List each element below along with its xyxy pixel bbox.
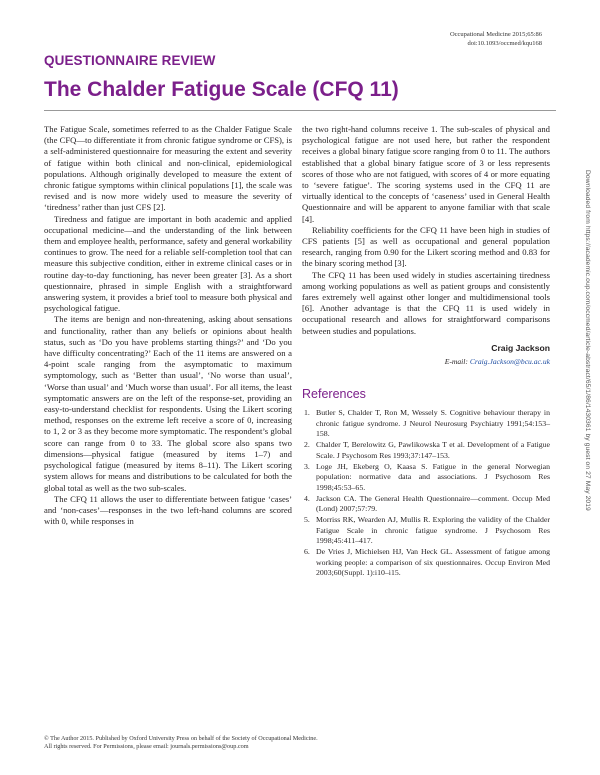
author-email-line [302,356,550,367]
reference-text: Chalder T, Berelowitz G, Pawlikowska T et al. Development of a Fatigue Scale. J Psychosom Res 1993;37:147–153. [316,440,550,460]
author-email-link[interactable]: Craig.Jackson@bcu.ac.uk [469,357,550,367]
reference-number: 3. [304,461,310,471]
title-divider [44,110,556,111]
article-title: The Chalder Fatigue Scale (CFQ 11) [44,78,399,101]
paragraph: Tiredness and fatigue are important in both academic and applied occupational medicine—and the understanding of the link between them and employee health, performance, safety and general workability continues to grow. The need for a reliable self-completion tool that can measure this subjective condition, either in extreme clinical cases or in routine day-to-day functioning, has never been greater [3]. As a short questionnaire, phrased in simple English with a straightforward answering system, it provides a brief tool to measure both physical and psychological fatigue. [44,213,292,314]
reference-list [302,408,550,578]
right-column [302,124,550,579]
journal-header [450,31,542,48]
reference-item [302,494,550,515]
journal-citation: Occupational Medicine 2015;65:86 [449,31,542,38]
reference-number: 5. [304,515,310,525]
email-label: E-mail: [444,357,468,367]
download-watermark: Downloaded from https://academic.oup.com/occmed/article-abstract/65/1/86/1430361 by guest on 27 May 2019 [584,170,591,511]
paragraph: The CFQ 11 has been used widely in studies ascertaining tiredness among working populations as well as patient groups and consistently fares extremely well against other longer and multidimensional tools [6]. Another advantage is that the CFQ 11 is used widely in occupational research and allows for straightforward comparisons between studies and populations. [302,269,550,336]
reference-text: Jackson CA. The General Health Questionnaire—comment. Occup Med (Lond) 2007;57:79. [316,493,550,514]
reference-text: Morriss RK, Wearden AJ, Mullis R. Exploring the validity of the Chalder Fatigue Scale in chronic fatigue syndrome. J Psychosom Res 1998;45:411–417. [316,515,550,546]
references-heading: References [302,387,366,402]
paragraph: The CFQ 11 allows the user to differentiate between fatigue ‘cases’ and ‘non-cases’—responses in the two left-hand columns are scored with 0, while responses in [44,493,292,527]
reference-item [302,462,550,493]
author-name: Craig Jackson [491,342,550,353]
section-label: QUESTIONNAIRE REVIEW [44,53,216,68]
paragraph: the two right-hand columns receive 1. The sub-scales of physical and psychological fatigue are not used here, but rather the respondent receives a global binary fatigue score ranging from 0 to 11. The authors established that a global binary fatigue score of 3 or less represents scores of those who are not fatigued, with scores of 4 or more equating to ‘severe fatigue’. The scoring systems used in the CFQ 11 are virtually identical to the concepts of ‘caseness’ used in General Health Questionnaire and will be apparent to anyone familiar with that scale [4]. [302,124,550,224]
reference-text: Loge JH, Ekeberg O, Kaasa S. Fatigue in the general Norwegian population: normative data and associations. J Psychosom Res 1998;45:53–65. [316,461,550,492]
paragraph: The items are benign and non-threatening, asking about sensations and functionality, rather than any beliefs or opinions about health status, such as ‘Do you have problems starting things?’ and ‘Do you have difficulty concentrating?’ Each of the 11 items are answered on a 4-point scale ranging from the asymptomatic to maximum symptomology, such as ‘Better than usual’, ‘No worse than usual’, ‘Worse than usual’ and ‘Much worse than usual’. For all items, the least symptomatic answers are on the left of the response-set, providing an easy-to-understand checklist for respondents. Using the Likert scoring method, responses on the extreme left receive a score of 0, increasing to 1, 2 or 3 as they become more symptomatic. The respondent’s global score can range from 0 to 33. The global score also spans two dimensions—physical fatigue (measured by items 1–7) and psychological fatigue (measured by items 8–11). The Likert scoring system allows for means and distributions to be calculated for both the global total as well as the two sub-scales. [44,314,292,493]
journal-doi: doi:10.1093/occmed/kqu168 [467,39,542,47]
copyright-footer [44,735,318,751]
reference-number: 4. [304,493,310,503]
reference-item [302,440,550,461]
left-column [44,124,292,527]
reference-item [302,547,550,578]
reference-text: De Vries J, Michielsen HJ, Van Heck GL. Assessment of fatigue among working people: a comparison of six questionnaires. Occup Environ Med 2003;60(Suppl. 1):i10–i15. [316,547,550,577]
permissions-line: All rights reserved. For Permissions, please email: journals.permissions@oup.com [44,743,249,750]
copyright-line: © The Author 2015. Published by Oxford University Press on behalf of the Society of Occupational Medicine. [44,735,318,742]
reference-text: Butler S, Chalder T, Ron M, Wessely S. Cognitive behaviour therapy in chronic fatigue syndrome. J Neurol Neurosurg Psychiatry 1991;54:153–158. [316,408,550,439]
reference-item [302,515,550,546]
paragraph: The Fatigue Scale, sometimes referred to as the Chalder Fatigue Scale (the CFQ—to differentiate it from chronic fatigue syndrome or CFS), is a self-administered questionnaire for measuring the extent and severity of fatigue within both clinical and non-clinical, epidemiological populations. Although originally developed to measure the extent of chronic fatigue symptoms within clinical populations [1], the scale was revised and is now more widely used to measure the severity of ‘tiredness’ rather than just CFS [2]. [44,124,292,213]
paragraph: Reliability coefficients for the CFQ 11 have been high in studies of CFS patients [5] as well as occupational and general population research, ranging from 0.90 for the Likert scoring method and 0.83 for the binary scoring method [3]. [302,224,550,269]
reference-number: 2. [304,440,310,450]
reference-item [302,408,550,439]
reference-number: 1. [304,408,310,418]
reference-number: 6. [304,547,310,557]
